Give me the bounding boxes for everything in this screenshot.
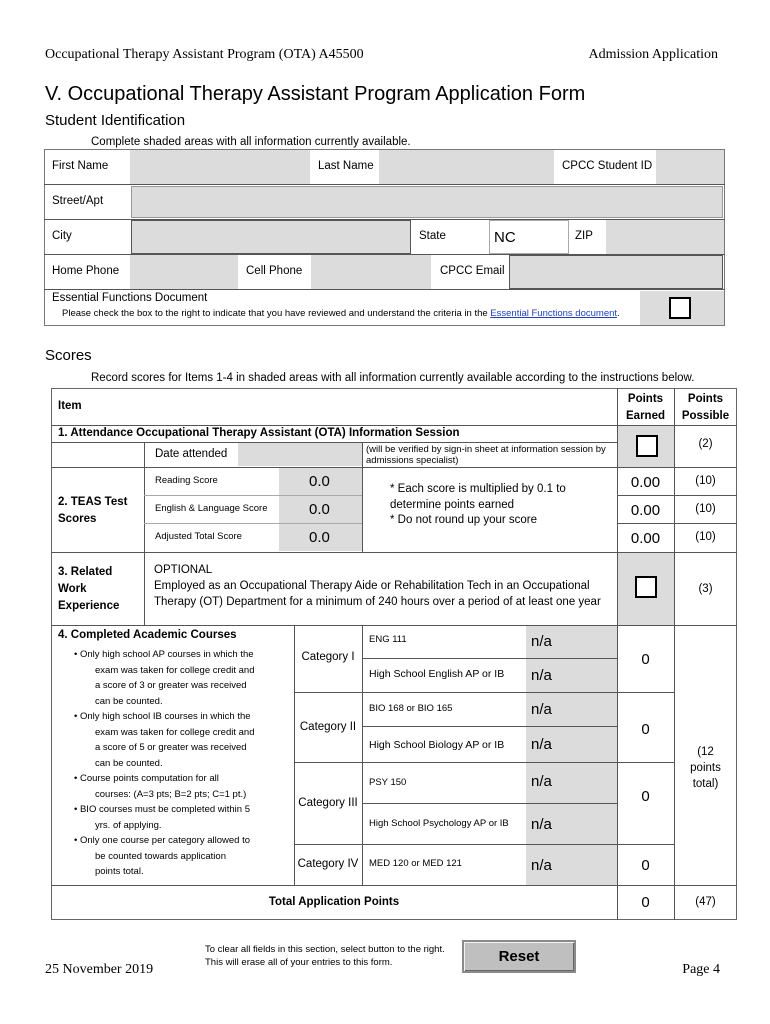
cpcc-email-field[interactable] (509, 255, 723, 289)
item4-bullet-line: be counted towards application (95, 850, 226, 862)
first-name-field[interactable] (130, 150, 310, 184)
scores-instructions: Record scores for Items 1-4 in shaded areas with all information currently available according to the instructions below. (91, 372, 695, 384)
col-possible-header: Points Possible (681, 393, 730, 422)
cat2-course2-grade[interactable]: n/a (526, 727, 617, 762)
english-possible: (10) (695, 503, 716, 515)
bullet-icon: • (74, 711, 80, 722)
essential-functions-title: Essential Functions Document (52, 292, 208, 304)
item1-date-label: Date attended (155, 448, 228, 460)
cat3-course1: PSY 150 (369, 777, 407, 788)
cat2-course1: BIO 168 or BIO 165 (369, 703, 453, 714)
item4-bullet (70, 709, 290, 771)
cat2-course1-grade[interactable]: n/a (526, 693, 617, 726)
item4-bullet (70, 802, 290, 833)
item1-possible: (2) (698, 438, 713, 450)
city-field[interactable] (131, 220, 411, 254)
english-label: English & Language Score (155, 503, 268, 514)
cat4-points: 0 (641, 857, 650, 874)
home-phone-label: Home Phone (52, 265, 120, 277)
state-value: NC (494, 229, 516, 246)
essential-functions-link[interactable]: Essential Functions document (490, 308, 618, 319)
cat3-course1-grade[interactable]: n/a (526, 763, 617, 803)
item4-bullet-line: • Only high school AP courses in which the (74, 649, 254, 660)
bullet-icon: • (74, 649, 80, 660)
item3-description: OPTIONAL Employed as an Occupational Therapy Aide or Rehabilitation Tech in an Occupational Therapy (OT) Department for a minimum of 240 hours over a period of at least one year (154, 564, 601, 608)
state-field[interactable] (489, 220, 569, 254)
cat2-points: 0 (641, 721, 650, 738)
program-header: Occupational Therapy Assistant Program (OTA) A45500 (45, 47, 364, 62)
home-phone-field[interactable] (130, 255, 238, 289)
zip-field[interactable] (606, 220, 724, 254)
bullet-icon: • (74, 835, 80, 846)
cat4-course1: MED 120 or MED 121 (369, 858, 462, 869)
item4-bullet (70, 647, 290, 709)
item1-attended-checkbox[interactable] (636, 435, 658, 457)
footer-date: 25 November 2019 (45, 962, 154, 977)
item3-title: 3. Related Work Experience (58, 566, 120, 612)
item4-bullet-line: • Course points computation for all (74, 773, 219, 784)
total-points: 0 (641, 894, 650, 911)
street-label: Street/Apt (52, 195, 104, 207)
total-possible: (47) (695, 896, 716, 908)
item4-bullet-line: can be counted. (95, 757, 163, 769)
item1-title: 1. Attendance Occupational Therapy Assistant (OTA) Information Session (58, 427, 460, 439)
adjusted-points: 0.00 (630, 530, 661, 547)
reading-points: 0.00 (630, 474, 661, 491)
essential-functions-checkbox[interactable] (669, 297, 691, 319)
bullet-icon: • (74, 804, 80, 815)
zip-label: ZIP (575, 230, 593, 242)
item4-bullet (70, 771, 290, 802)
cpcc-id-label: CPCC Student ID (562, 160, 653, 172)
state-label: State (419, 230, 446, 242)
cat3-points: 0 (641, 788, 650, 805)
item3-possible: (3) (698, 583, 713, 595)
cat3-course2: High School Psychology AP or IB (369, 818, 509, 829)
cat1-course2: High School English AP or IB (369, 668, 505, 680)
item4-bullet-line: • BIO courses must be completed within 5 (74, 804, 250, 815)
item4-bullet-line: yrs. of applying. (95, 819, 162, 831)
col-earned-header: Points Earned (626, 393, 665, 422)
cat2-label: Category II (299, 721, 357, 733)
item4-bullets (70, 647, 290, 880)
cat1-points: 0 (641, 651, 650, 668)
item4-bullet-line: exam was taken for college credit and (95, 726, 255, 738)
bullet-icon: • (74, 773, 80, 784)
last-name-field[interactable] (379, 150, 554, 184)
item4-bullet-line: points total. (95, 866, 144, 877)
city-label: City (52, 230, 72, 242)
last-name-label: Last Name (318, 160, 374, 172)
item4-bullet-line: a score of 3 or greater was received (95, 680, 247, 691)
english-points: 0.00 (630, 502, 661, 519)
page-title: V. Occupational Therapy Assistant Program Application Form (45, 83, 586, 105)
cat3-label: Category III (298, 797, 358, 809)
reading-score-field[interactable]: 0.0 (279, 468, 362, 495)
cat3-course2-grade[interactable]: n/a (526, 804, 617, 844)
item4-bullet-line: can be counted. (95, 695, 163, 707)
adjusted-score-field[interactable]: 0.0 (279, 524, 362, 551)
cpcc-id-field[interactable] (656, 150, 724, 184)
total-label: Total Application Points (268, 896, 400, 908)
adjusted-label: Adjusted Total Score (155, 531, 242, 542)
cell-phone-field[interactable] (311, 255, 431, 289)
street-field[interactable] (131, 186, 723, 218)
cell-phone-label: Cell Phone (246, 265, 303, 277)
cat1-course1-grade[interactable]: n/a (526, 626, 617, 658)
first-name-label: First Name (52, 160, 109, 172)
cat1-course1: ENG 111 (369, 634, 407, 645)
item4-bullet (70, 833, 290, 880)
item1-date-field[interactable] (238, 443, 362, 466)
item4-bullet-line: • Only one course per category allowed to (74, 835, 251, 846)
item4-bullet-line: exam was taken for college credit and (95, 664, 255, 676)
cat2-course2: High School Biology AP or IB (369, 739, 505, 751)
item1-note: (will be verified by sign-in sheet at information session by admissions specialist) (366, 444, 606, 466)
clear-instructions: To clear all fields in this section, select button to the right. This will erase all of your entries to this form. (205, 944, 445, 968)
reading-label: Reading Score (155, 475, 218, 486)
item4-bullet-line: a score of 5 or greater was received (95, 742, 247, 753)
cat1-course2-grade[interactable]: n/a (526, 659, 617, 692)
cpcc-email-label: CPCC Email (440, 265, 505, 277)
item4-title: 4. Completed Academic Courses (58, 629, 237, 641)
item4-bullet-line: • Only high school IB courses in which the (74, 711, 251, 722)
cat1-label: Category I (301, 651, 355, 663)
item2-title: 2. TEAS Test Scores (58, 496, 128, 525)
essential-functions-text: Please check the box to the right to indicate that you have reviewed and understand the criteria in the Essential Functions document. (62, 308, 620, 319)
english-score-field[interactable]: 0.0 (279, 496, 362, 523)
reading-possible: (10) (695, 475, 716, 487)
teas-note: * Each score is multiplied by 0.1 to determine points earned * Do not round up your score (390, 483, 566, 526)
item4-bullet-line: courses: (A=3 pts; B=2 pts; C=1 pt.) (95, 788, 247, 800)
doc-type-header: Admission Application (588, 47, 718, 62)
cat4-course1-grade[interactable]: n/a (526, 845, 617, 885)
student-instructions: Complete shaded areas with all information currently available. (91, 136, 411, 148)
item4-possible: (12 points total) (690, 746, 721, 790)
reset-button[interactable]: Reset (462, 940, 576, 973)
item3-experience-checkbox[interactable] (635, 576, 657, 598)
cat4-label: Category IV (297, 858, 359, 870)
student-section-heading: Student Identification (45, 112, 186, 129)
page-number: Page 4 (682, 962, 720, 977)
adjusted-possible: (10) (695, 531, 716, 543)
col-item-header: Item (58, 400, 82, 412)
scores-heading: Scores (45, 347, 92, 364)
